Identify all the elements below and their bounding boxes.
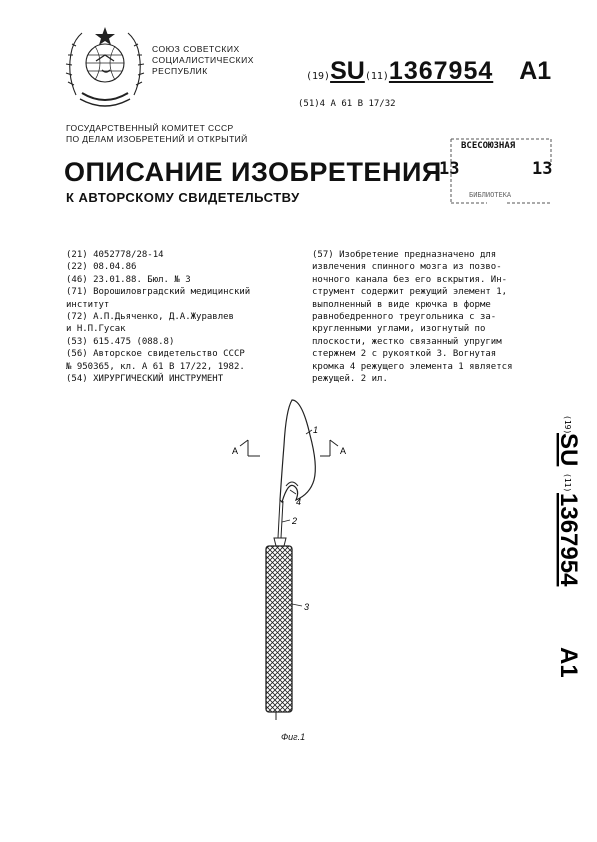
biblio-line: (54) ХИРУРГИЧЕСКИЙ ИНСТРУМЕНТ — [66, 374, 224, 385]
elastic-rod — [278, 500, 283, 538]
committee-line: ГОСУДАРСТВЕННЫЙ КОМИТЕТ СССР — [66, 123, 234, 133]
stamp-left-number: 13 — [439, 159, 460, 179]
stamp-right-number: 13 — [532, 159, 553, 179]
abstract-line: равнобедренного треугольника с за- — [312, 312, 497, 323]
union-name — [152, 44, 254, 77]
biblio-line: (72) А.П.Дьяченко, Д.А.Журавлев — [66, 312, 234, 323]
stamp-text: ВСЕСОЮЗНАЯ — [461, 141, 516, 151]
patent-number: 1367954 — [388, 57, 494, 85]
figure-caption: Фиг.1 — [281, 732, 306, 742]
ussr-emblem — [62, 25, 148, 111]
handle — [266, 546, 292, 712]
instrument-figure — [230, 390, 360, 740]
code-19: (19) — [306, 71, 331, 82]
union-line: СОЦИАЛИСТИЧЕСКИХ — [152, 55, 254, 65]
abstract-line: (57) Изобретение предназначено для — [312, 250, 497, 260]
side-country: SU — [555, 433, 582, 467]
committee-name — [66, 123, 248, 145]
label-3: 3 — [304, 602, 310, 612]
side-patent-number — [535, 415, 582, 745]
biblio-line: (53) 615.475 (088.8) — [66, 336, 175, 347]
biblio-line: (46) 23.01.88. Бюл. № 3 — [66, 274, 191, 285]
biblio-line: и Н.П.Гусак — [66, 324, 126, 335]
bibliographic-data — [66, 249, 250, 385]
cutting-element — [280, 400, 315, 502]
label-2: 2 — [292, 516, 298, 526]
patent-kind: А1 — [519, 57, 552, 85]
section-label-right: А — [340, 446, 347, 456]
abstract-line: режущей. 2 ил. — [312, 374, 388, 385]
union-line: СОЮЗ СОВЕТСКИХ — [152, 44, 240, 54]
biblio-line: (56) Авторское свидетельство СССР — [66, 349, 245, 360]
union-line: РЕСПУБЛИК — [152, 66, 208, 76]
country-code: SU — [330, 57, 365, 85]
committee-line: ПО ДЕЛАМ ИЗОБРЕТЕНИЙ И ОТКРЫТИЙ — [66, 134, 248, 144]
biblio-line: (22) 08.04.86 — [66, 262, 137, 273]
code-11: (11) — [364, 71, 389, 82]
abstract-line: кромка 4 режущего элемента 1 является — [312, 361, 513, 372]
abstract-line: струмент содержит режущий элемент 1, — [312, 287, 508, 298]
abstract-line: извлечения спинного мозга из позво- — [312, 262, 502, 273]
label-1: 1 — [313, 425, 319, 435]
document-subtitle: К АВТОРСКОМУ СВИДЕТЕЛЬСТВУ — [66, 190, 300, 205]
biblio-line: № 950365, кл. А 61 В 17/22, 1982. — [66, 361, 245, 372]
side-code-11: (11) — [563, 473, 572, 493]
label-4: 4 — [296, 497, 302, 507]
abstract-line: стержнем 2 с рукояткой 3. Вогнутая — [312, 349, 497, 360]
abstract — [312, 249, 512, 385]
biblio-line: институт — [66, 299, 110, 310]
library-stamp — [439, 135, 555, 207]
document-title: ОПИСАНИЕ ИЗОБРЕТЕНИЯ — [64, 157, 442, 187]
abstract-line: ночного канала без его вскрытия. Ин- — [312, 274, 508, 285]
stamp-bottom-text: БИБЛИОТЕКА — [469, 191, 512, 199]
abstract-line: выполненный в виде крючка в форме — [312, 299, 491, 310]
abstract-line: кругленными углами, изогнутый по — [312, 324, 486, 335]
biblio-line: (71) Ворошиловградский медицинский — [66, 287, 251, 298]
side-code-19: (19) — [563, 415, 572, 435]
biblio-line: (21) 4052778/28-14 — [66, 250, 164, 260]
abstract-line: плоскости, жестко связанный упругим — [312, 336, 502, 347]
section-label-left: А — [232, 446, 239, 456]
patent-number-line — [306, 57, 551, 86]
side-kind: A1 — [555, 647, 582, 678]
side-number: 1367954 — [555, 493, 582, 587]
ipc-classification: (51)4 А 61 В 17/32 — [298, 99, 396, 109]
